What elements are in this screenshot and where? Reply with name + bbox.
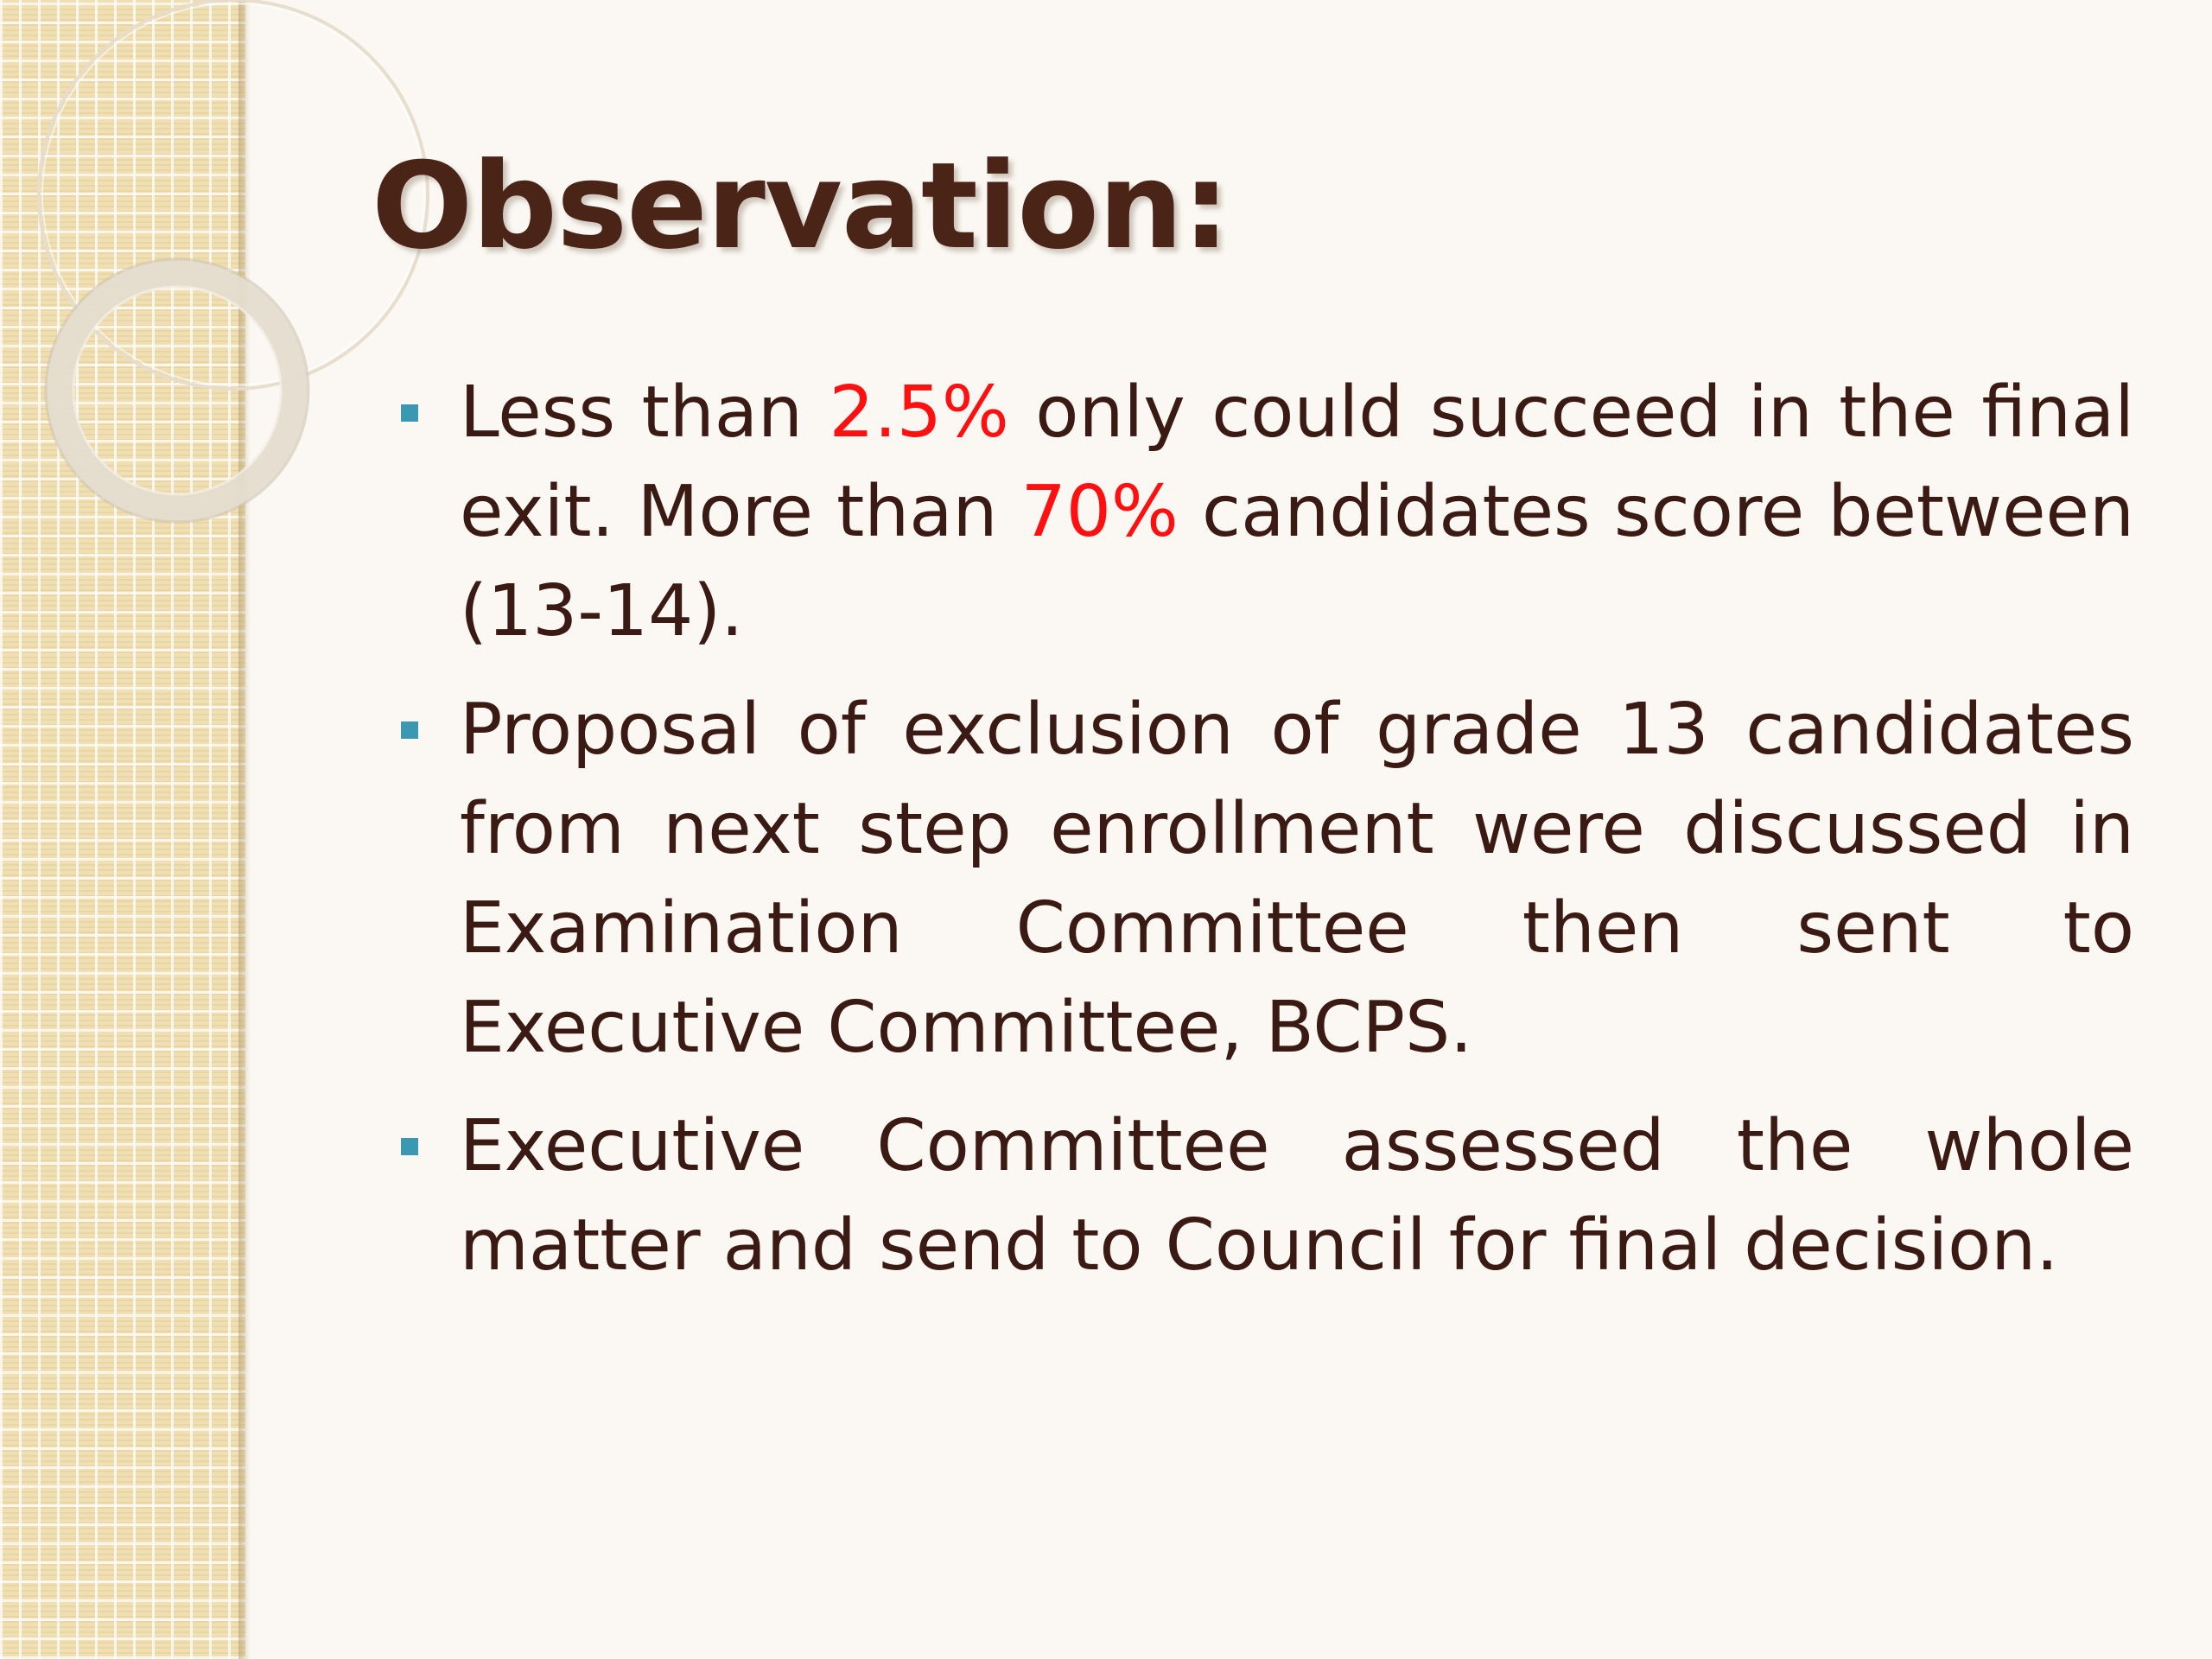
thick-ring xyxy=(60,273,295,508)
bullet-3-text: Executive Committee assessed the whole matter and send to Council for final decision. xyxy=(460,1105,2134,1287)
bullet-1-text-after: candidates score between (13-14). xyxy=(460,471,2134,652)
bullet-1-text-middle: only could succeed in the final exit. More than xyxy=(460,372,2134,553)
square-bullet-icon xyxy=(401,721,418,739)
slide-title: Observation: xyxy=(372,137,1230,276)
bullet-item-2 xyxy=(389,680,2134,1077)
highlight-percentage-2-5: 2.5% xyxy=(829,372,1009,454)
bullet-1-text-before: Less than xyxy=(460,372,830,454)
bullet-2-text: Proposal of exclusion of grade 13 candidates from next step enrollment were discussed in Examination Committee then sent to Executive Committee, BCPS. xyxy=(460,689,2134,1069)
bullet-item-1 xyxy=(389,363,2134,661)
large-ring xyxy=(39,0,428,389)
square-bullet-icon xyxy=(401,1138,418,1155)
highlight-percentage-70: 70% xyxy=(1020,471,1179,553)
bullet-item-3 xyxy=(389,1096,2134,1295)
bullet-list xyxy=(389,363,2134,1314)
square-bullet-icon xyxy=(401,404,418,422)
